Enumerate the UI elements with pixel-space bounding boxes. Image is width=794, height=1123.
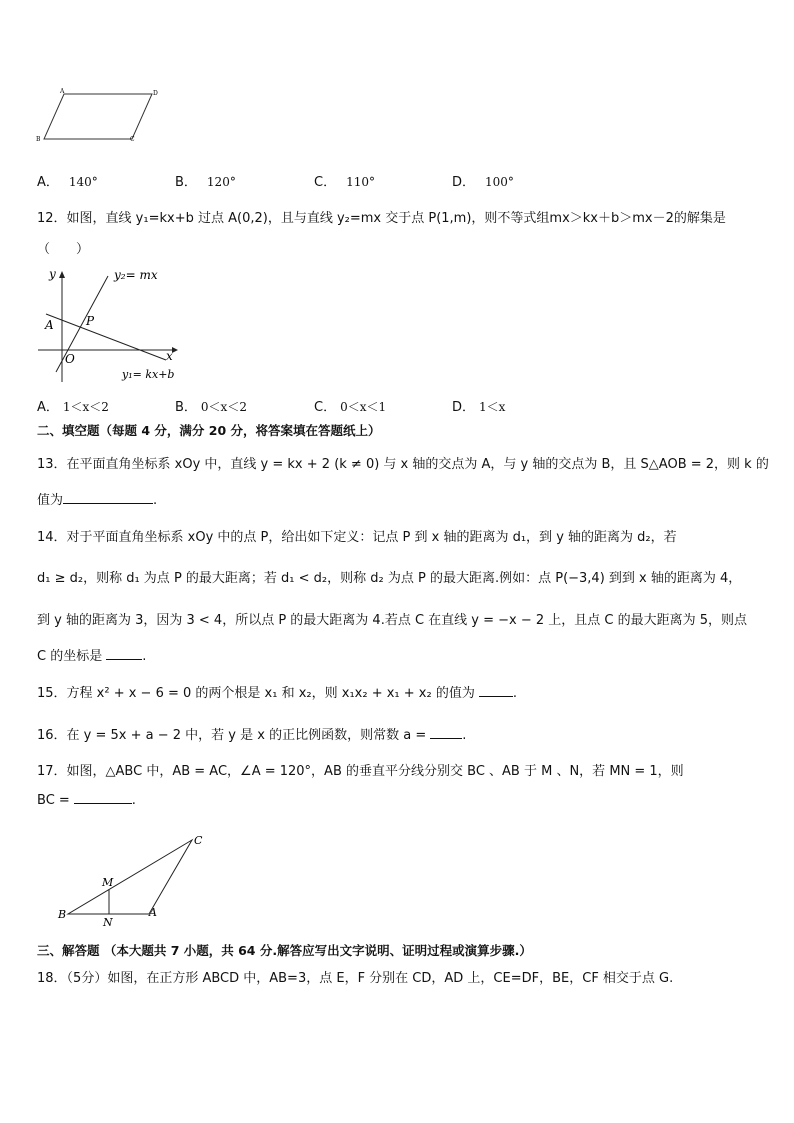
q13-answer-blank[interactable] xyxy=(63,491,153,504)
option-value: 120° xyxy=(206,175,236,189)
option-letter: D． xyxy=(452,400,476,415)
q17-prefix: BC = xyxy=(37,793,70,808)
q17-period: . xyxy=(131,793,136,808)
x-axis-arrow-icon xyxy=(172,347,178,353)
q14-line2: d₁ ≥ d₂，则称 d₁ 为点 P 的最大距离；若 d₁ < d₂，则称 d₂ 为点 P 的最大距离.例如：点 P(−3,4) 到到 x 轴的距离为 4， xyxy=(37,571,742,586)
q15-line xyxy=(37,682,517,701)
option-letter: C． xyxy=(314,400,337,415)
q18-text: 18．（5分）如图，在正方形 ABCD 中，AB=3，点 E，F 分别在 CD，AD 上，CE=DF，BE，CF 相交于点 G. xyxy=(37,971,674,986)
y-axis-label: y xyxy=(49,267,56,281)
q12-paren: （ ） xyxy=(37,242,90,257)
q16-answer-blank[interactable] xyxy=(430,726,462,739)
q12-option-b[interactable] xyxy=(175,396,247,415)
vertex-label-d: D xyxy=(153,90,158,97)
q14-line1: 14．对于平面直角坐标系 xOy 中的点 P，给出如下定义：记点 P 到 x 轴的距离为 d₁，到 y 轴的距离为 d₂，若 xyxy=(37,530,677,545)
vertex-label-c: C xyxy=(130,136,135,143)
option-letter: B． xyxy=(175,175,197,190)
section-heading-solutions: 三、解答题 （本大题共 7 小题，共 64 分.解答应写出文字说明、证明过程或演算步骤.） xyxy=(37,943,532,958)
q17-line2 xyxy=(37,791,136,808)
q14-period: . xyxy=(142,649,147,664)
option-value: 1＜x xyxy=(479,400,506,414)
parallelogram-figure xyxy=(34,84,164,146)
q14-answer-blank[interactable] xyxy=(106,647,142,660)
option-value: 0＜x＜1 xyxy=(340,400,387,414)
q17-line1: 17．如图，△ABC 中，AB = AC，∠A = 120°，AB 的垂直平分线分别交 BC 、AB 于 M 、N，若 MN = 1，则 xyxy=(37,764,684,779)
option-value: 110° xyxy=(346,175,375,189)
point-label-n: N xyxy=(103,916,113,928)
section-heading-fill-in: 二、填空题（每题 4 分，满分 20 分，将答案填在答题纸上） xyxy=(37,423,381,438)
origin-label: O xyxy=(65,352,75,366)
option-value: 0＜x＜2 xyxy=(200,400,247,414)
x-axis-label: x xyxy=(166,349,173,363)
q11-option-a[interactable] xyxy=(37,171,98,190)
option-letter: A． xyxy=(37,175,59,190)
vertex-label-a: A xyxy=(60,88,65,95)
line-y2 xyxy=(56,276,108,372)
option-value: 1＜x＜2 xyxy=(62,400,109,414)
q11-option-d[interactable] xyxy=(452,171,514,190)
q11-option-c[interactable] xyxy=(314,171,375,190)
q16-line xyxy=(37,724,466,743)
option-value: 140° xyxy=(68,175,98,189)
parallelogram-shape xyxy=(44,94,152,139)
vertex-label-c: C xyxy=(194,834,203,847)
vertex-label-b: B xyxy=(58,908,67,921)
point-label-m: M xyxy=(102,876,114,889)
q13-period: . xyxy=(153,493,158,508)
q14-prefix: C 的坐标是 xyxy=(37,649,103,664)
q16-text: 16．在 y = 5x + a − 2 中，若 y 是 x 的正比例函数，则常数 a = xyxy=(37,728,427,743)
vertex-label-b: B xyxy=(36,136,41,143)
q15-answer-blank[interactable] xyxy=(479,684,513,697)
y-axis-arrow-icon xyxy=(59,271,65,278)
option-letter: B． xyxy=(175,400,197,415)
option-letter: D． xyxy=(452,175,476,190)
q14-line4 xyxy=(37,645,146,664)
q13-line1: 13．在平面直角坐标系 xOy 中，直线 y = kx + 2 (k ≠ 0) 与 x 轴的交点为 A，与 y 轴的交点为 B，且 S△AOB = 2，则 k 的 xyxy=(37,457,769,472)
q12-option-a[interactable] xyxy=(37,396,109,415)
line-y1-label: y₁= kx+b xyxy=(122,368,175,381)
q15-text: 15．方程 x² + x − 6 = 0 的两个根是 x₁ 和 x₂，则 x₁x₂ + x₁ + x₂ 的值为 xyxy=(37,686,475,701)
q13-line2 xyxy=(37,489,157,508)
q16-period: . xyxy=(462,728,467,743)
option-value: 100° xyxy=(485,175,514,189)
q15-period: . xyxy=(512,686,517,701)
q12-option-c[interactable] xyxy=(314,396,386,415)
line-y1 xyxy=(46,314,166,360)
q13-prefix: 值为 xyxy=(37,493,64,508)
point-a-label: A xyxy=(45,318,54,332)
q12-text: 12．如图，直线 y₁=kx+b 过点 A(0,2)，且与直线 y₂=mx 交于点 P(1,m)，则不等式组mx＞kx＋b＞mx－2的解集是 xyxy=(37,211,726,226)
line-y2-label: y₂= mx xyxy=(114,268,158,282)
triangle-shape xyxy=(68,840,192,914)
vertex-label-a: A xyxy=(149,906,157,919)
q12-option-d[interactable] xyxy=(452,396,505,415)
q12-graph-figure xyxy=(36,264,186,384)
option-letter: A． xyxy=(37,400,59,415)
point-p-label: P xyxy=(86,314,95,328)
triangle-figure xyxy=(54,828,214,928)
q17-answer-blank[interactable] xyxy=(74,791,132,804)
q14-line3: 到 y 轴的距离为 3，因为 3 < 4，所以点 P 的最大距离为 4.若点 C 在直线 y = −x − 2 上，且点 C 的最大距离为 5，则点 xyxy=(37,613,748,628)
q11-option-b[interactable] xyxy=(175,171,236,190)
option-letter: C． xyxy=(314,175,337,190)
